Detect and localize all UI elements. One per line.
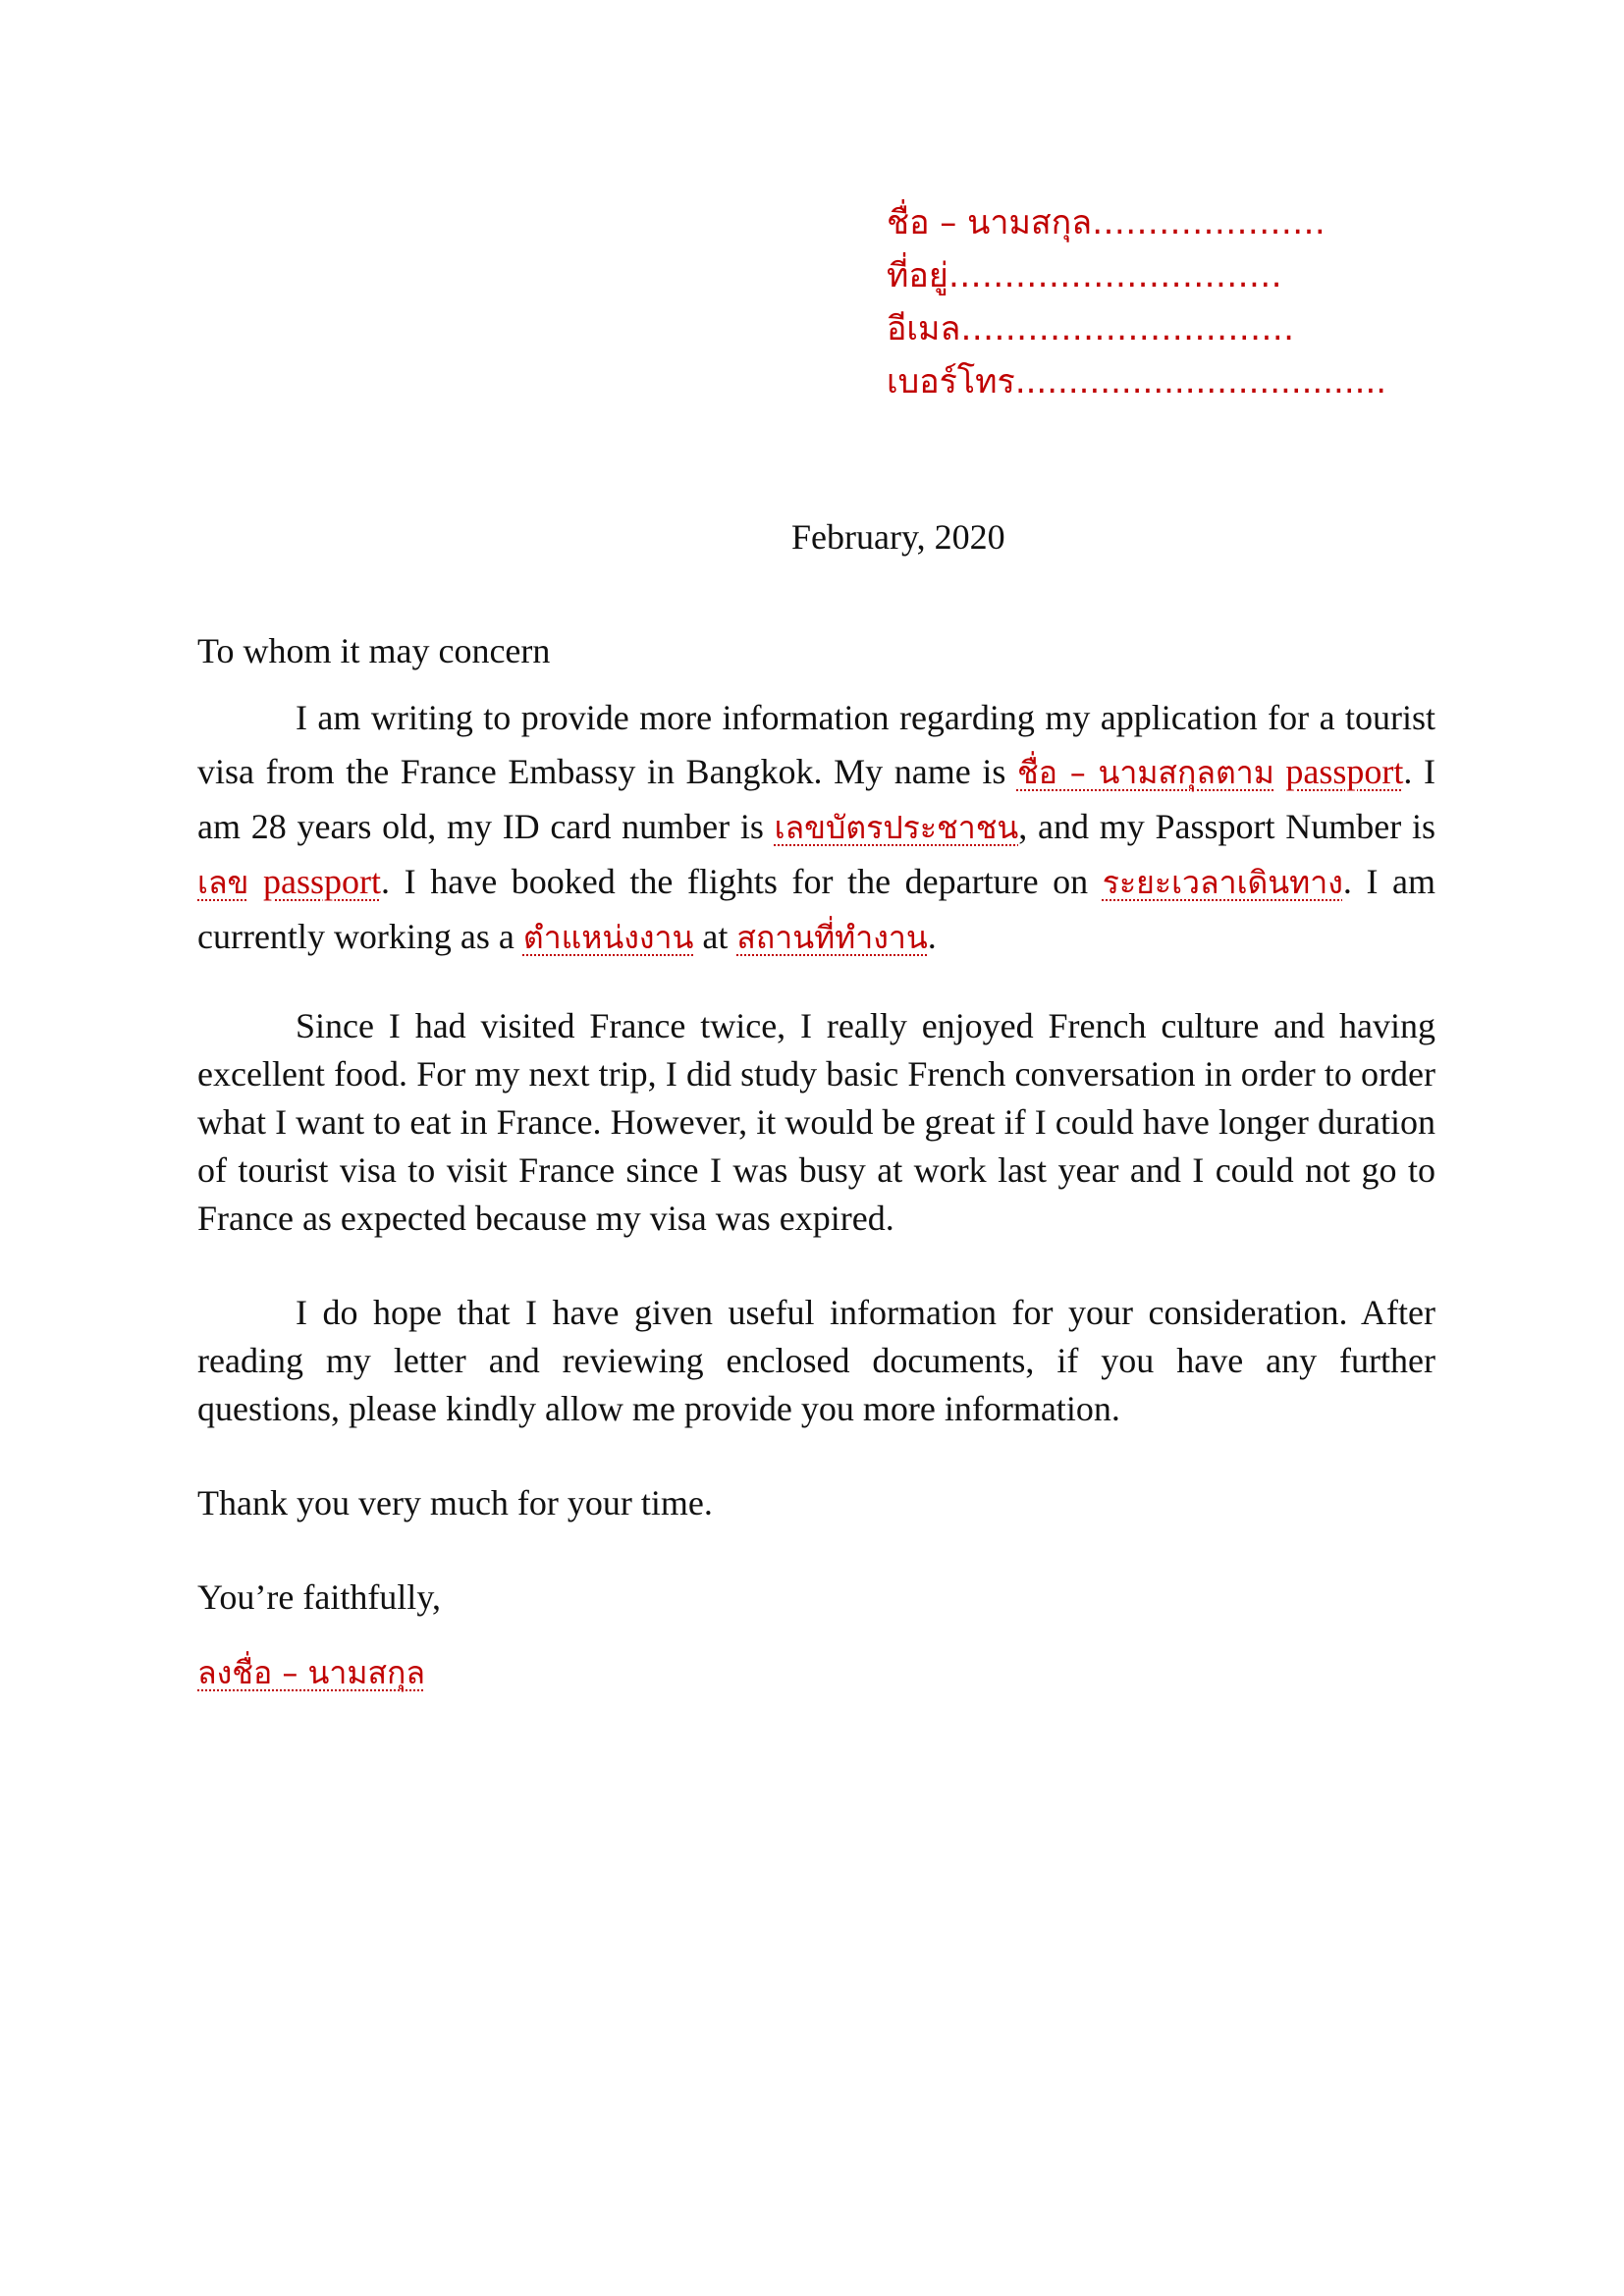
paragraph-introduction bbox=[197, 691, 1435, 965]
sender-email-line: อีเมล………………………… bbox=[887, 309, 1295, 348]
closing-line: You’re faithfully, bbox=[197, 1577, 441, 1617]
letter-body bbox=[197, 624, 1435, 1699]
name-placeholder: ชื่อ – นามสกุลตาม bbox=[1016, 754, 1274, 791]
thank-you-line: Thank you very much for your time. bbox=[197, 1483, 713, 1522]
workplace-placeholder: สถานที่ทำงาน bbox=[736, 919, 928, 956]
name-passport-placeholder: passport bbox=[1285, 752, 1404, 791]
paragraph1-text-7: . bbox=[927, 917, 937, 956]
salutation: To whom it may concern bbox=[197, 631, 551, 670]
signature-placeholder: ลงชื่อ – นามสกุล bbox=[197, 1654, 425, 1691]
sender-phone-line: เบอร์โทร................................... bbox=[887, 362, 1387, 401]
sender-name-line: ชื่อ – นามสกุล………………… bbox=[887, 203, 1326, 242]
paragraph-closing-request: I do hope that I have given useful information for your consideration. After reading my letter and reviewing enclosed documents, if you have any further questions, please kindly allow me provide you more information. bbox=[197, 1293, 1435, 1428]
paragraph1-text-5: . I am currently working as a bbox=[197, 862, 1436, 956]
job-position-placeholder: ตำแหน่งงาน bbox=[522, 919, 694, 956]
paragraph1-text-3: , and my Passport Number is bbox=[1018, 807, 1435, 846]
sender-info-block bbox=[887, 196, 1436, 408]
letter-date: February, 2020 bbox=[791, 517, 1005, 557]
paragraph1-text-1: I am writing to provide more information regarding my application for a tourist visa from the France Embassy in Bangkok. My name is bbox=[197, 698, 1435, 791]
passport-number-placeholder: passport bbox=[263, 862, 382, 901]
sender-address-line: ที่อยู่………………………… bbox=[887, 256, 1282, 295]
travel-period-placeholder: ระยะเวลาเดินทาง bbox=[1102, 864, 1343, 901]
id-card-placeholder: เลขบัตรประชาชน bbox=[774, 809, 1019, 846]
paragraph1-text-4: . I have booked the flights for the departure on bbox=[381, 862, 1103, 901]
paragraph1-text-6: at bbox=[693, 917, 737, 956]
paragraph-travel-history: Since I had visited France twice, I really enjoyed French culture and having excellent food. For my next trip, I did study basic French conversation in order to order what I want to eat in France. However, it would be great if I could have longer duration of tourist visa to visit France since I was busy at work last year and I could not go to France as expected because my visa was expired. bbox=[197, 1006, 1435, 1238]
signature-line bbox=[197, 1645, 1435, 1699]
paragraph1-text-2: . I am 28 years old, my ID card number is bbox=[197, 752, 1436, 846]
passport-number-thai-placeholder: เลข bbox=[197, 864, 249, 901]
